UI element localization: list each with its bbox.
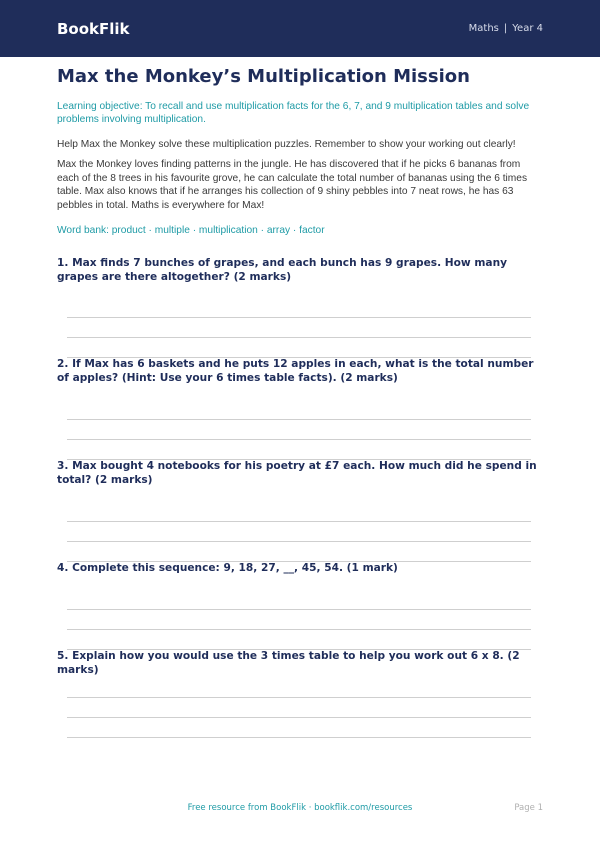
question-4: 4. Complete this sequence: 9, 18, 27, __, 45, 54. (1 mark) [57, 562, 398, 574]
answer-line-5a[interactable] [67, 697, 531, 698]
answer-line-4b[interactable] [67, 629, 531, 630]
breadcrumb-subject: Maths [468, 23, 499, 34]
word-bank: Word bank: product · multiple · multiplication · array · factor [57, 225, 325, 236]
instruction-text: Help Max the Monkey solve these multiplication puzzles. Remember to show your working out clearly! [57, 139, 516, 150]
question-5: 5. Explain how you would use the 3 times table to help you work out 6 x 8. (2 marks) [57, 650, 520, 676]
question-3: 3. Max bought 4 notebooks for his poetry at £7 each. How much did he spend in total? (2 marks) [57, 460, 537, 486]
answer-line-1b[interactable] [67, 337, 531, 338]
breadcrumb-separator: | [503, 23, 508, 34]
breadcrumb [469, 23, 543, 34]
header-bar [0, 0, 600, 57]
answer-line-4a[interactable] [67, 609, 531, 610]
page-title: Max the Monkey’s Multiplication Mission [57, 66, 470, 87]
brand-logo[interactable]: BookFlik [57, 19, 130, 38]
answer-line-5b[interactable] [67, 717, 531, 718]
footer-source[interactable]: Free resource from BookFlik · bookflik.com/resources [187, 803, 413, 813]
answer-line-3b[interactable] [67, 541, 531, 542]
question-2: 2. If Max has 6 baskets and he puts 12 apples in each, what is the total number of apples? (Hint: Use your 6 times table facts). (2 marks) [57, 358, 534, 384]
answer-line-3a[interactable] [67, 521, 531, 522]
learning-objective: Learning objective: To recall and use multiplication facts for the 6, 7, and 9 multiplication tables and solve problems involving multiplication. [57, 101, 530, 125]
answer-line-2b[interactable] [67, 439, 531, 440]
question-1: 1. Max finds 7 bunches of grapes, and each bunch has 9 grapes. How many grapes are there altogether? (2 marks) [57, 257, 508, 283]
answer-line-2a[interactable] [67, 419, 531, 420]
answer-line-1a[interactable] [67, 317, 531, 318]
page-number: Page 1 [514, 803, 543, 813]
story-paragraph: Max the Monkey loves finding patterns in the jungle. He has discovered that if he picks 6 bananas from each of the 8 trees in his favourite grove, he can calculate the total number of bananas using the 6 times table. Max also knows that if he arranges his collection of 9 shiny pebbles into 7 neat rows, he has 63 pebbles in total. Maths is everywhere for Max! [57, 159, 528, 211]
breadcrumb-year: Year 4 [512, 23, 543, 34]
answer-line-5c[interactable] [67, 737, 531, 738]
